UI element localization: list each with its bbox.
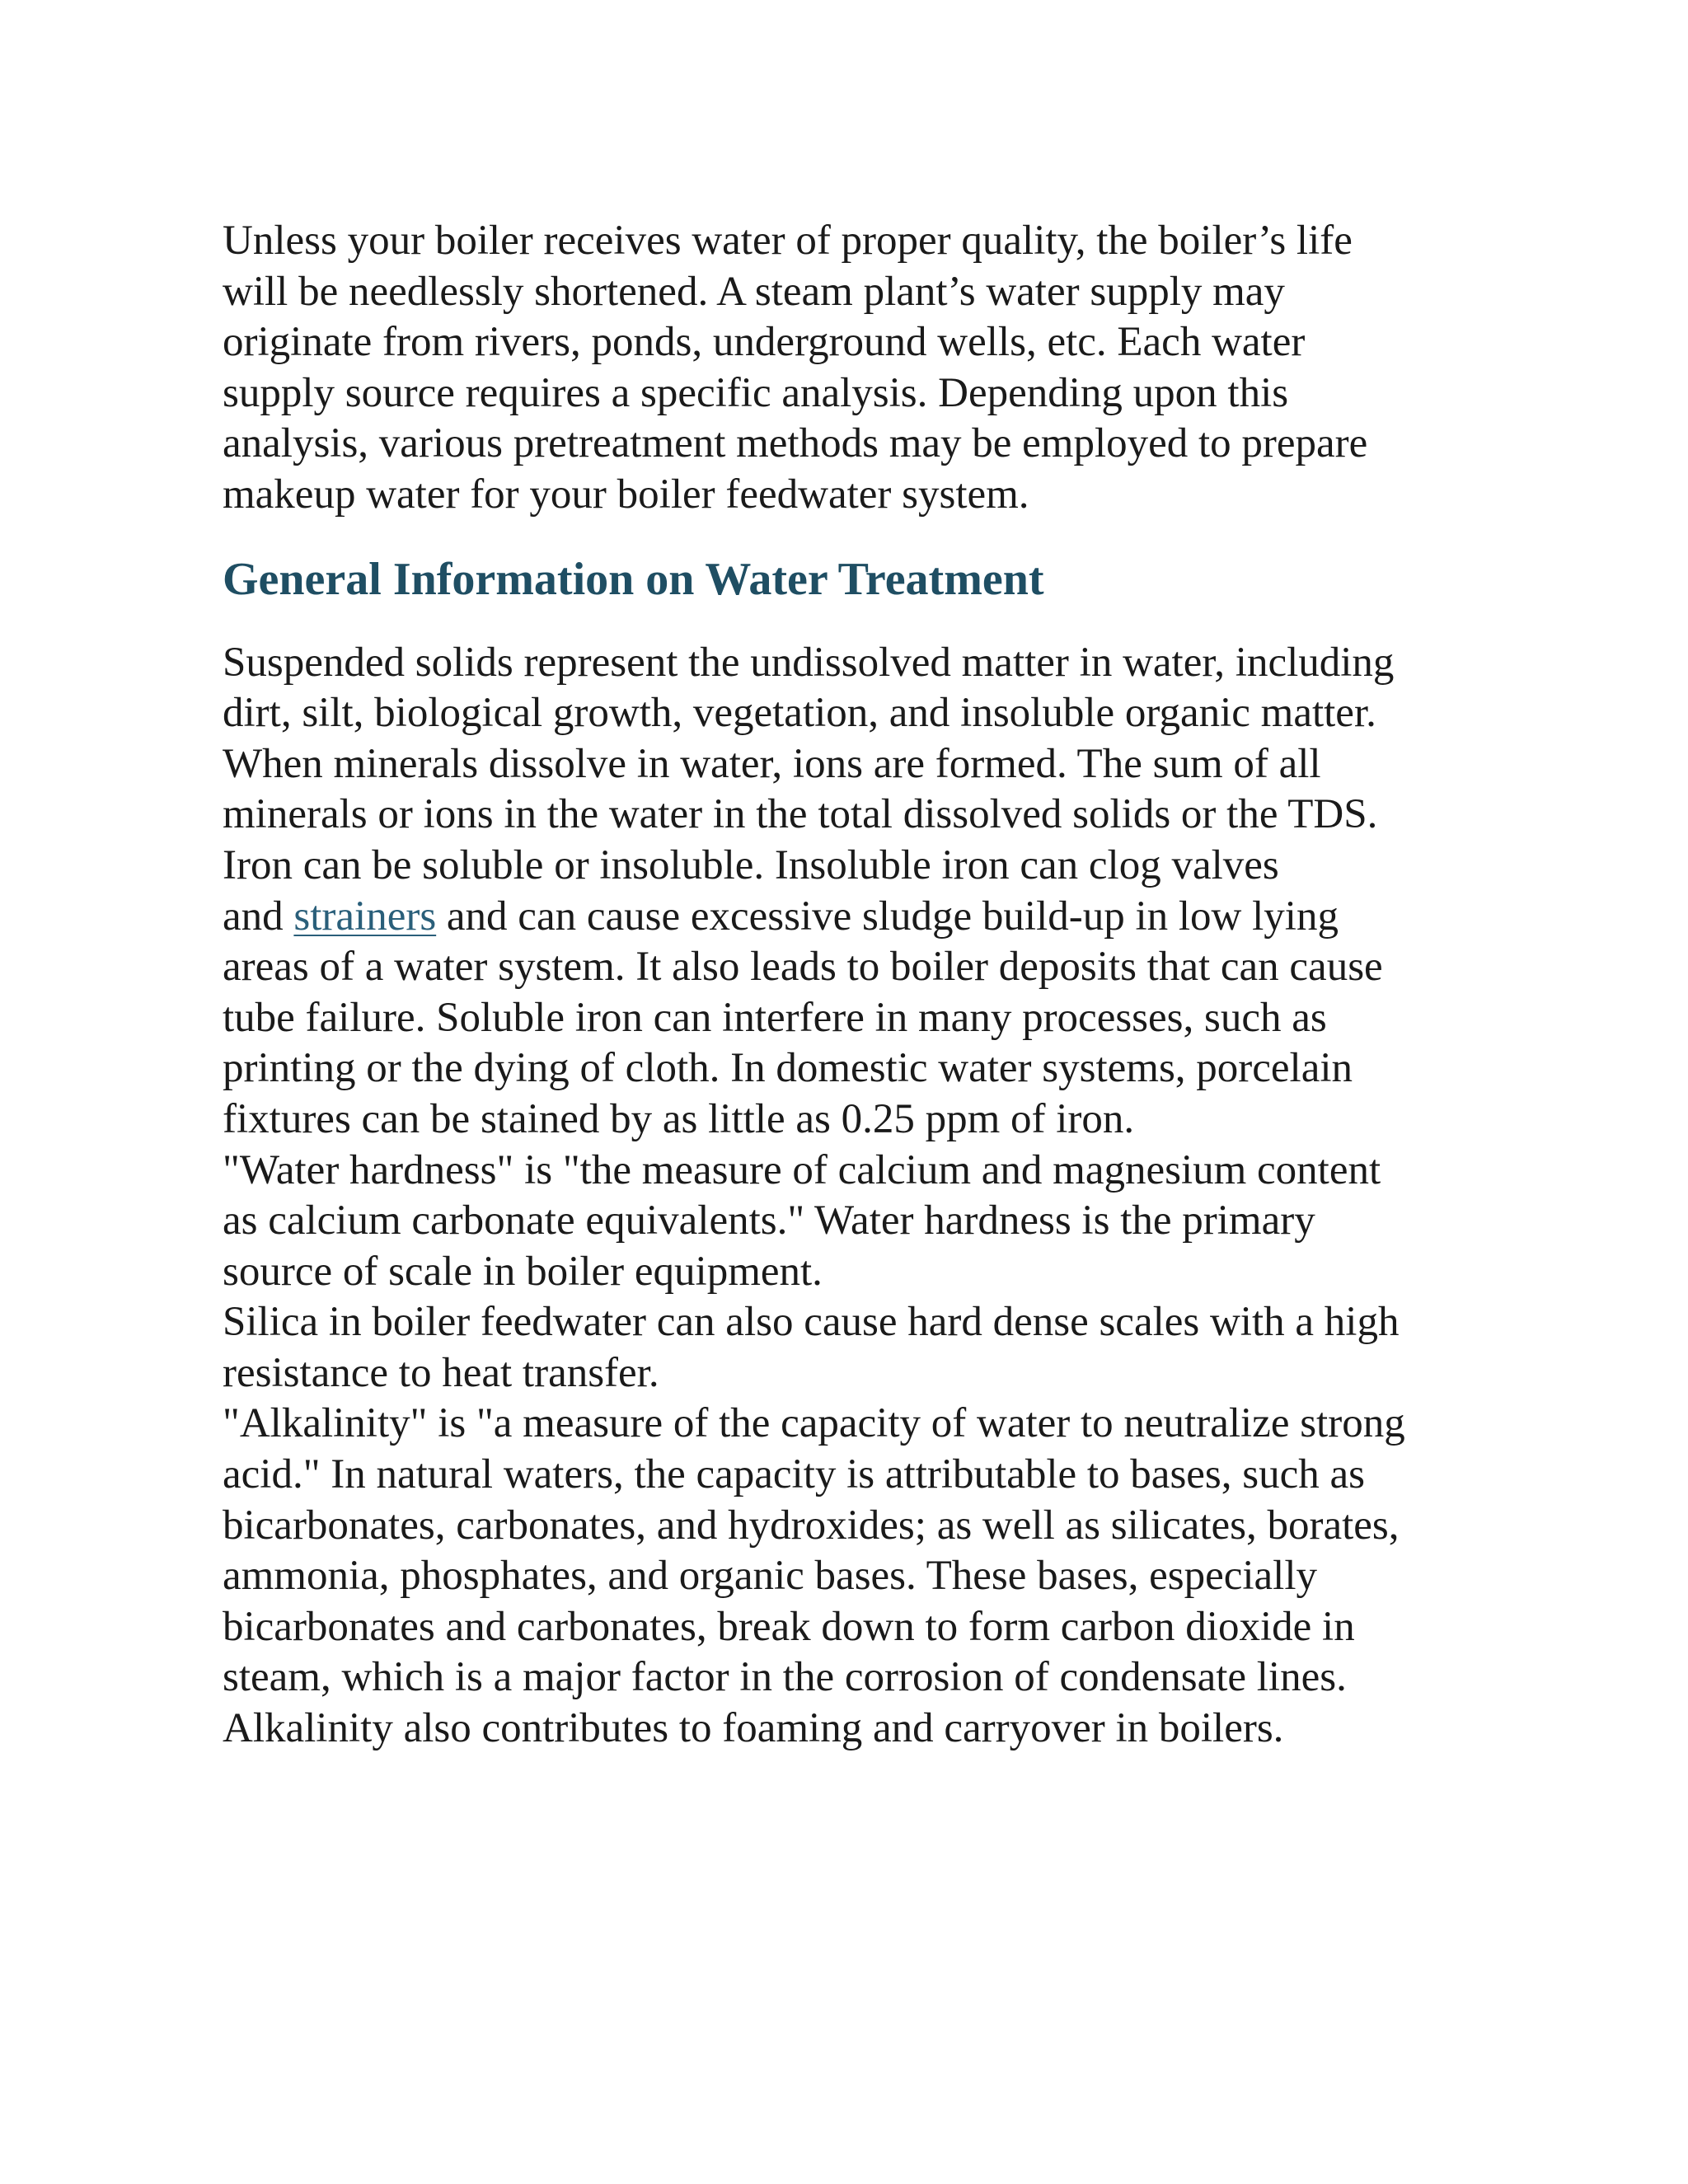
body-line: minerals or ions in the water in the total dissolved solids or the TDS. [223, 791, 1378, 838]
body-line: Suspended solids represent the undissolved matter in water, including [223, 639, 1395, 686]
body-line: acid." In natural waters, the capacity is attributable to bases, such as [223, 1451, 1365, 1498]
body-line: areas of a water system. It also leads to boiler deposits that can cause [223, 944, 1383, 991]
body-line: Silica in boiler feedwater can also cause hard dense scales with a high [223, 1299, 1400, 1346]
body-line: as calcium carbonate equivalents." Water hardness is the primary [223, 1197, 1315, 1244]
intro-line: analysis, various pretreatment methods may be employed to prepare [223, 420, 1368, 467]
page-content [223, 216, 1475, 1755]
body-line: source of scale in boiler equipment. [223, 1248, 823, 1295]
intro-paragraph [223, 216, 1475, 521]
body-line: When minerals dissolve in water, ions are formed. The sum of all [223, 740, 1321, 787]
section-body [223, 638, 1475, 1755]
body-line: bicarbonates, carbonates, and hydroxides; as well as silicates, borates, [223, 1502, 1400, 1549]
section-heading: General Information on Water Treatment [223, 553, 1044, 605]
body-line: Alkalinity also contributes to foaming and carryover in boilers. [223, 1705, 1284, 1752]
body-line: "Water hardness" is "the measure of calcium and magnesium content [223, 1146, 1381, 1193]
intro-line: Unless your boiler receives water of proper quality, the boiler’s life [223, 218, 1353, 264]
body-line: printing or the dying of cloth. In domestic water systems, porcelain [223, 1045, 1353, 1092]
body-line: ammonia, phosphates, and organic bases. These bases, especially [223, 1553, 1317, 1600]
body-line: fixtures can be stained by as little as 0.25 ppm of iron. [223, 1095, 1135, 1142]
body-line: "Alkalinity" is "a measure of the capacity of water to neutralize strong [223, 1400, 1405, 1447]
link-line-suffix: and can cause excessive sludge build-up in low lying [436, 893, 1339, 940]
body-line: resistance to heat transfer. [223, 1349, 659, 1396]
body-line: bicarbonates and carbonates, break down to form carbon dioxide in [223, 1603, 1355, 1650]
strainers-link[interactable]: strainers [293, 893, 437, 940]
intro-line: originate from rivers, ponds, underground wells, etc. Each water [223, 319, 1306, 366]
intro-line: makeup water for your boiler feedwater system. [223, 471, 1029, 518]
body-line: Iron can be soluble or insoluble. Insoluble iron can clog valves [223, 841, 1279, 888]
intro-line: will be needlessly shortened. A steam plant’s water supply may [223, 268, 1285, 315]
body-line-with-link [223, 892, 1475, 943]
link-line-prefix: and [223, 893, 294, 940]
intro-line: supply source requires a specific analysis. Depending upon this [223, 369, 1289, 416]
body-line: dirt, silt, biological growth, vegetation, and insoluble organic matter. [223, 690, 1376, 737]
body-line: tube failure. Soluble iron can interfere in many processes, such as [223, 994, 1327, 1041]
body-line: steam, which is a major factor in the corrosion of condensate lines. [223, 1654, 1347, 1701]
